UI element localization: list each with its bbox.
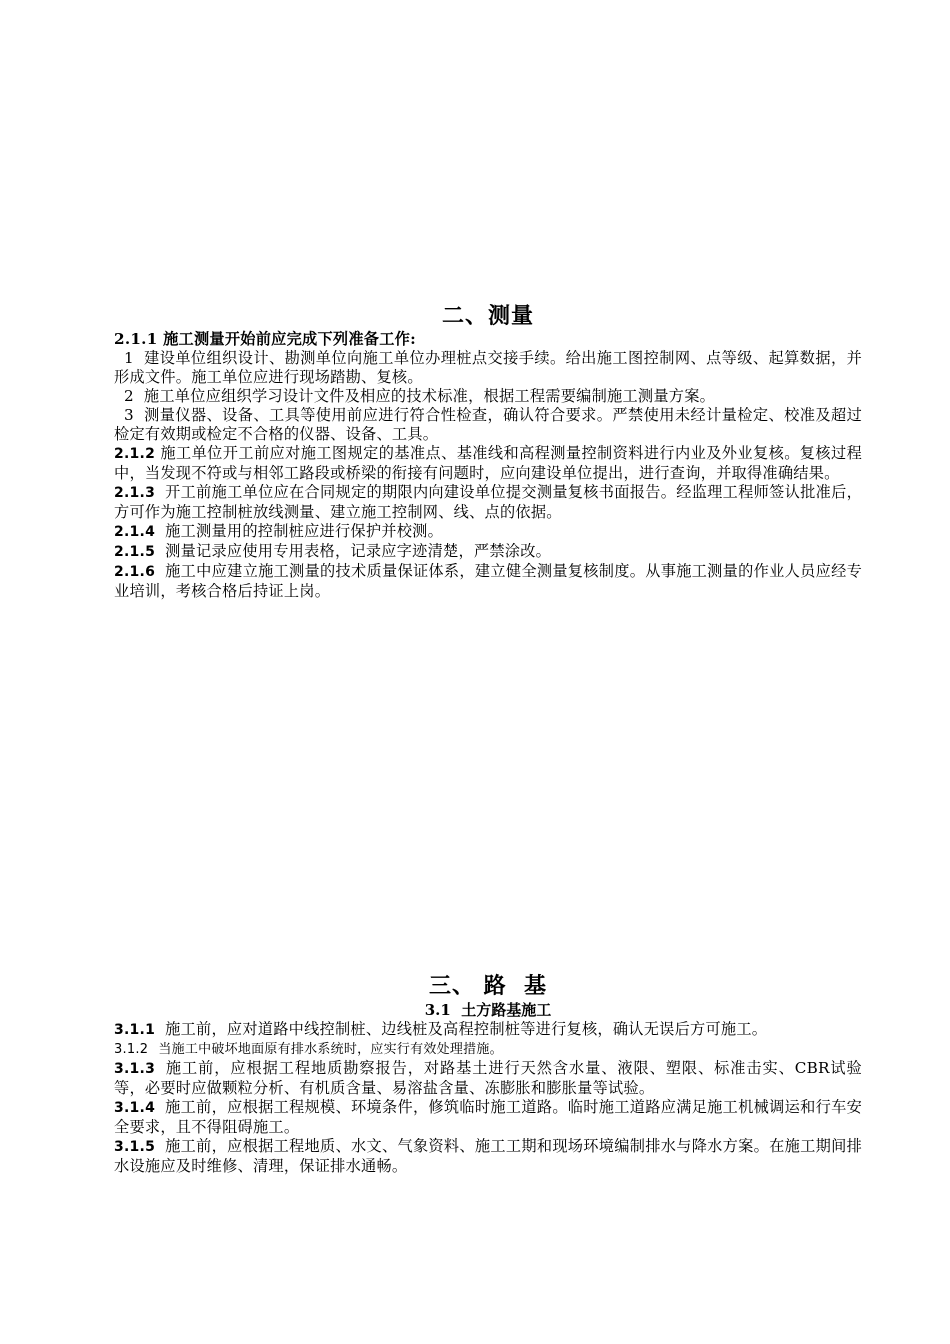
item-number: 1 [124, 349, 134, 367]
clause-number: 2.1.6 [114, 564, 156, 580]
clause [114, 1137, 862, 1176]
item-text: 测量仪器、设备、工具等使用前应进行符合性检查，确认符合要求。严禁使用未经计量检定、校准及超过检定有效期或检定不合格的仪器、设备、工具。 [114, 406, 862, 443]
clause [114, 542, 862, 562]
clause [114, 1040, 862, 1059]
section-survey [114, 302, 862, 601]
item-text: 建设单位组织设计、勘测单位向施工单位办理桩点交接手续。给出施工图控制网、点等级、起算数据，并形成文件。施工单位应进行现场踏勘、复核。 [114, 349, 862, 386]
clause-number: 3.1.1 [114, 1022, 156, 1038]
clause [114, 562, 862, 601]
clause-number: 3.1.3 [114, 1061, 156, 1077]
clause-text: 当施工中破坏地面原有排水系统时，应实行有效处理措施。 [158, 1042, 503, 1057]
clause-number: 3.1.2 [114, 1042, 149, 1057]
clause-text: 测量记录应使用专用表格，记录应字迹清楚，严禁涂改。 [165, 542, 552, 560]
section-title: 二、测量 [441, 303, 534, 329]
clause-text: 施工中应建立施工测量的技术质量保证体系，建立健全测量复核制度。从事施工测量的作业人员应经专业培训，考核合格后持证上岗。 [114, 562, 862, 600]
clause-number: 2.1.4 [114, 524, 156, 540]
section-subgrade [114, 972, 862, 1176]
clause [114, 483, 862, 522]
clause-text: 施工测量用的控制桩应进行保护并校测。 [165, 522, 443, 540]
list-item [114, 387, 862, 406]
clause-number: 3.1.5 [114, 1139, 156, 1155]
clause-text: 施工前，应对道路中线控制桩、边线桩及高程控制桩等进行复核，确认无误后方可施工。 [165, 1020, 768, 1038]
clause [114, 1059, 862, 1098]
clause [114, 444, 862, 483]
section-title: 三、 路 基 [429, 973, 547, 999]
subsection-title: 3.1 土方路基施工 [424, 1001, 552, 1019]
item-number: 2 [124, 387, 134, 405]
item-number: 3 [124, 406, 134, 424]
clause [114, 1020, 862, 1040]
clause-number: 3.1.4 [114, 1100, 156, 1116]
lead-clause: 2.1.1 施工测量开始前应完成下列准备工作: [114, 330, 416, 348]
list-item [114, 349, 862, 387]
clause-text: 施工前，应根据工程地质、水文、气象资料、施工工期和现场环境编制排水与降水方案。在施工期间排水设施应及时维修、清理，保证排水通畅。 [114, 1137, 862, 1175]
clause-text: 开工前施工单位应在合同规定的期限内向建设单位提交测量复核书面报告。经监理工程师签认批准后，方可作为施工控制桩放线测量、建立施工控制网、线、点的依据。 [114, 483, 862, 521]
clause-number: 2.1.3 [114, 485, 156, 501]
clause-number: 2.1.2 [114, 446, 156, 462]
clause-text: 施工单位开工前应对施工图规定的基准点、基准线和高程测量控制资料进行内业及外业复核。复核过程中，当发现不符或与相邻工路段或桥梁的衔接有问题时，应向建设单位提出，进行查询，并取得准确结果。 [114, 444, 863, 482]
clause [114, 522, 862, 542]
clause-text: 施工前，应根据工程地质勘察报告，对路基土进行天然含水量、液限、塑限、标准击实、CBR试验等，必要时应做颗粒分析、有机质含量、易溶盐含量、冻膨胀和膨胀量等试验。 [114, 1059, 862, 1097]
clause [114, 1098, 862, 1137]
item-text: 施工单位应组织学习设计文件及相应的技术标准，根据工程需要编制施工测量方案。 [143, 387, 716, 405]
clause-number: 2.1.5 [114, 544, 156, 560]
clause-text: 施工前，应根据工程规模、环境条件，修筑临时施工道路。临时施工道路应满足施工机械调运和行车安全要求，且不得阻碍施工。 [114, 1098, 862, 1136]
list-item [114, 406, 862, 444]
